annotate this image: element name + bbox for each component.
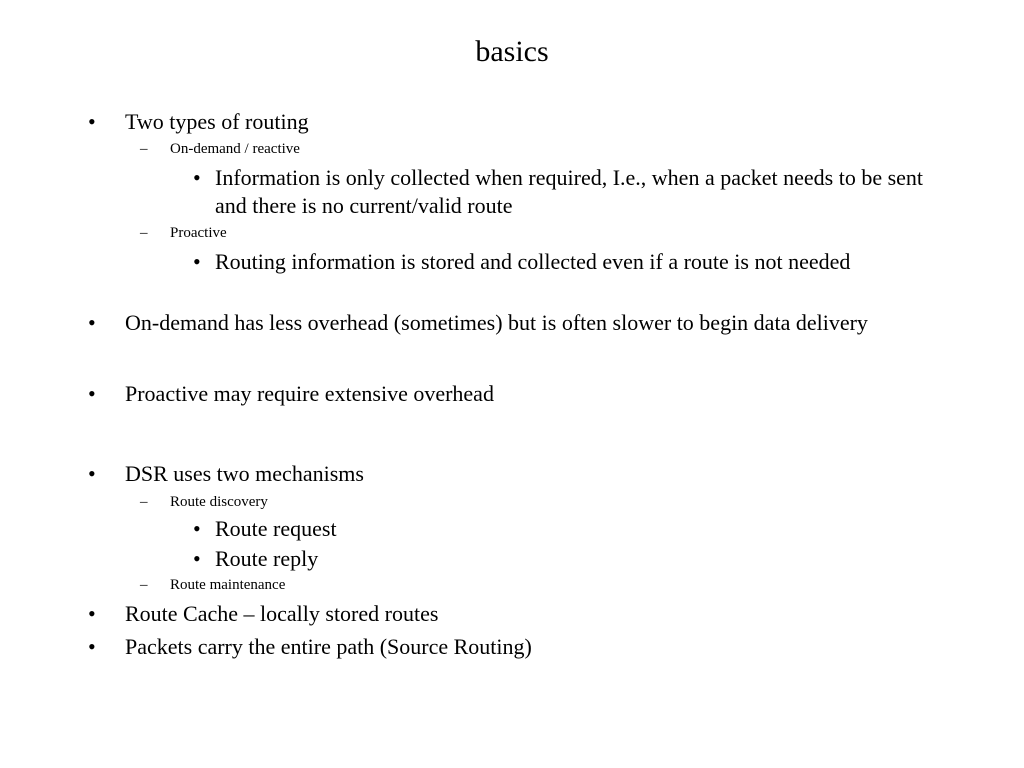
bullet-marker: •: [193, 546, 201, 571]
sub-item-text: Route discovery: [170, 494, 268, 510]
dash-marker: –: [140, 141, 148, 157]
sub-item-text: Proactive: [170, 225, 227, 241]
dash-marker: –: [140, 494, 148, 510]
bullet-text: Packets carry the entire path (Source Routing): [125, 634, 532, 659]
bullet-text: Route Cache – locally stored routes: [125, 601, 439, 626]
bullet-marker: •: [88, 461, 96, 486]
bullet-marker: •: [88, 109, 96, 134]
sub-sub-item-text: Route request: [215, 516, 337, 541]
sub-sub-item-text: Routing information is stored and collected even if a route is not needed: [215, 249, 851, 274]
sub-item-text: Route maintenance: [170, 577, 286, 593]
bullet-marker: •: [193, 516, 201, 541]
bullet-marker: •: [193, 249, 201, 274]
sub-sub-item-text: Information is only collected when required, I.e., when a packet needs to be sent and there is no current/valid route: [215, 165, 924, 218]
bullet-marker: •: [193, 165, 201, 190]
sub-item-text: On-demand / reactive: [170, 141, 300, 157]
bullet-marker: •: [88, 634, 96, 659]
dash-marker: –: [140, 577, 148, 593]
bullet-text: DSR uses two mechanisms: [125, 461, 364, 486]
sub-sub-item-text: Route reply: [215, 546, 319, 571]
bullet-text: Proactive may require extensive overhead: [125, 381, 494, 406]
bullet-marker: •: [88, 310, 96, 335]
bullet-text: Two types of routing: [125, 109, 309, 134]
slide-title: basics: [475, 35, 549, 68]
bullet-marker: •: [88, 381, 96, 406]
bullet-text: On-demand has less overhead (sometimes) but is often slower to begin data delivery: [125, 310, 868, 335]
dash-marker: –: [140, 225, 148, 241]
bullet-marker: •: [88, 601, 96, 626]
